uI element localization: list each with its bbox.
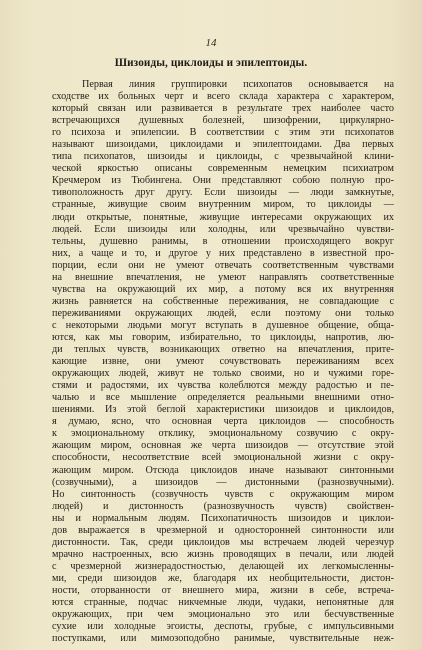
text-line: чувства на окружающий их мир, а потому вся их внутренняя (52, 283, 394, 295)
text-line: на внешние впечатления, не умеют направлять соответственные (52, 271, 394, 283)
section-heading: Шизоиды, циклоиды и эпилептоиды. (114, 57, 308, 69)
text-line: типа психопатов, шизоиды и циклоиды, с чрезвычайной клини- (52, 151, 394, 163)
text-line: стями и радостями, их чувства колеблются между радостью и пе- (52, 380, 394, 392)
text-line: называют шизоидами, циклоидами и эпилептоидами. Два первых (52, 139, 394, 151)
text-line: окружающих, при чем эмоционально это или бесчувственные (52, 609, 394, 621)
text-line: ди теплых чувств, возникающих ответно на впечатления, прите- (52, 344, 394, 356)
text-line: тивоположность друг другу. Если шизоиды — люди замкнутые, (52, 187, 394, 199)
text-line: переживаниями окружающих людей, если поэтому они только (52, 307, 394, 319)
text-line: способности, несоответствие всей эмоциональной жизни с окру- (52, 452, 394, 464)
body-paragraph (52, 79, 394, 645)
text-line: окружающих людей, живут не только своими, но и чужими горе- (52, 368, 394, 380)
text-line: Но синтонность (созвучность чувств с окружающим миром (52, 488, 394, 500)
text-line: го психоза и эпилепсии. В соответствии с этим эти психопатов (52, 127, 394, 139)
text-line: людей) и дистонность (разнозвучность чувств) свойствен- (52, 500, 394, 512)
text-line: сходстве их больных черт и всего склада характера с характером, (52, 91, 394, 103)
text-line: странные, живущие своим внутренним миром, то циклоиды — (52, 199, 394, 211)
text-line: (созвучными), а шизоидов — дистонными (разнозвучными). (52, 476, 394, 488)
text-line: них, а чаще и то, и другое у них представлено в известной про- (52, 247, 394, 259)
text-line: ческой яркостью описаны современным немецким психиатром (52, 163, 394, 175)
text-line: ются странные, подчас никчемные люди, чудаки, непонятные для (52, 597, 394, 609)
text-line: дистонности. Так, среди циклоидов мы встречаем людей черезчур (52, 536, 394, 548)
text-line: шениями. Из этой беглой характеристики шизоидов и циклоидов, (52, 404, 394, 416)
text-line: Кречмером из Тюбингена. Они представляют собою полную про- (52, 175, 394, 187)
text-line: сухие или холодные эгоисты, деспоты, грубые, с импульсивными (52, 621, 394, 633)
text-line: который связан или развивается в результате трех наиболее часто (52, 103, 394, 115)
text-line: дов выражается в чрезмерной и односторонней синтонности или (52, 524, 394, 536)
text-line: мрачно настроенных, всю жизнь проводящих в печали, или людей (52, 548, 394, 560)
text-line: с чрезмерной жизнерадостностью, делающей их легкомысленны- (52, 560, 394, 572)
text-line: жающим миром. Отсюда циклоидов иначе называют синтонными (52, 464, 394, 476)
text-line: чалью и все мышление определяется реальными внешними отно- (52, 392, 394, 404)
text-line: я думаю, ясно, что основная черта циклоидов — способность (52, 416, 394, 428)
text-line: жающим миром, основная же черта шизоидов — отсутствие этой (52, 440, 394, 452)
text-line: кающие извне, они умеют сочувствовать переживаниям всех (52, 356, 394, 368)
text-line: тельны, душевно ранимы, в отношении происходящего вокруг (52, 235, 394, 247)
text-line: жизнь равняется на собственные переживания, не совпадающие с (52, 295, 394, 307)
text-line: к эмоциональному отклику, эмоциональному созвучию с окру- (52, 428, 394, 440)
text-line: встречающихся душевных болезней, шизофрении, циркулярно- (52, 115, 394, 127)
text-line: люди открытые, понятные, живущие интересами окружающих их (52, 211, 394, 223)
text-line: людей. Если шизоиды или холодны, или чрезвычайно чувстви- (52, 223, 394, 235)
text-line: порции, если они не умеют отвечать соответственным чувствами (52, 259, 394, 271)
text-line: с некоторыми людьми могут вступать в душевное общение, обща- (52, 319, 394, 331)
text-line: поступками, или мимозоподобно ранимые, чувствительные неж- (52, 633, 394, 645)
text-line: ми, среди шизоидов же, благодаря их необщительности, дистон- (52, 572, 394, 584)
text-line: ности, оторванности от внешнего мира, жизни в себе, встреча- (52, 584, 394, 596)
text-line: ны и нормальным людям. Психопатичность шизоидов и циклои- (52, 512, 394, 524)
text-line: Первая линия группировки психопатов основывается на (82, 79, 394, 90)
text-line: ются, как мы говорим, избирательно, то циклоиды, напротив, лю- (52, 331, 394, 343)
page-number: 14 (205, 37, 217, 49)
